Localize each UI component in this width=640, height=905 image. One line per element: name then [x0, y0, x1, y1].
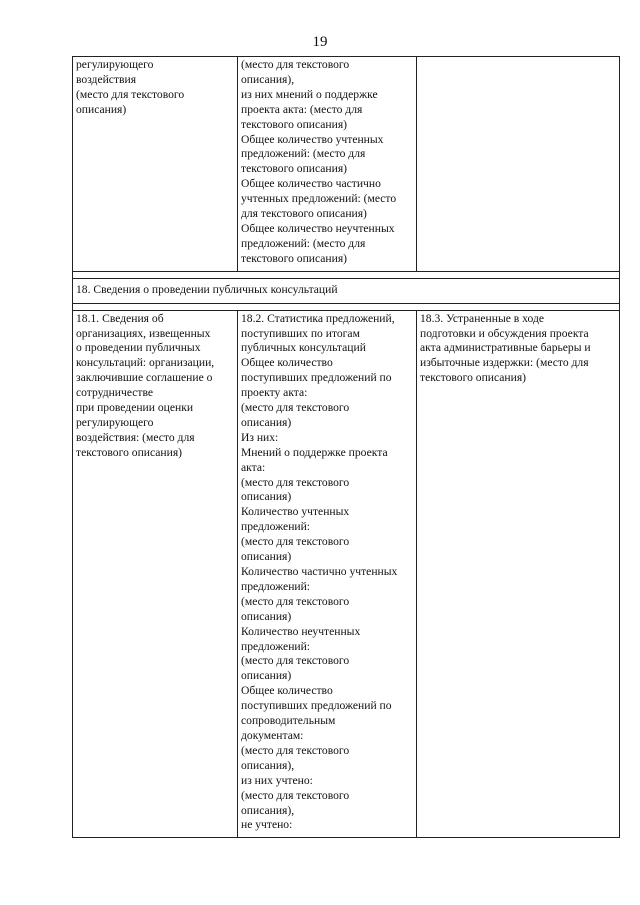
text-line: из них мнений о поддержке — [241, 87, 378, 101]
text-line: (место для текстового — [241, 475, 350, 489]
cell-18-2 — [238, 311, 417, 838]
text-line: избыточные издержки: (место для — [420, 356, 589, 370]
text-line: (место для текстового — [241, 788, 350, 802]
text-line: поступивших по итогам — [241, 326, 360, 340]
text-line: описания) — [241, 415, 292, 429]
text-line: подготовки и обсуждения проекта — [420, 326, 589, 340]
text-line: для текстового описания) — [241, 207, 367, 221]
text-line: публичных консультаций — [241, 341, 366, 355]
text-line: проекту акта: — [241, 386, 308, 400]
text-line: Общее количество неучтенных — [241, 221, 395, 235]
text-line: предложений: (место для — [241, 236, 366, 250]
text-line: описания) — [241, 550, 292, 564]
text-line: описания), — [241, 803, 295, 817]
table-row-top — [72, 56, 620, 271]
top-cell-2 — [238, 57, 417, 271]
text-line: сотрудничестве — [76, 386, 154, 400]
text-line: Количество учтенных — [241, 505, 350, 519]
section-18-header-row — [72, 278, 620, 303]
text-line: (место для текстового — [76, 87, 185, 101]
text-line: (место для текстового — [241, 743, 350, 757]
table-row-bottom — [72, 310, 620, 839]
text-line: описания) — [241, 490, 292, 504]
text-line: Общее количество учтенных — [241, 132, 384, 146]
text-line: Общее количество — [241, 356, 333, 370]
text-line: Общее количество частично — [241, 177, 381, 191]
top-cell-3 — [417, 57, 619, 271]
text-line: текстового описания) — [241, 162, 348, 176]
text-line: (место для текстового — [241, 594, 350, 608]
text-line: текстового описания) — [241, 251, 348, 265]
text-line: при проведении оценки — [76, 401, 194, 415]
text-line: консультаций: организации, — [76, 356, 215, 370]
text-line: текстового описания) — [241, 117, 348, 131]
text-line: описания), — [241, 758, 295, 772]
text-line: описания) — [76, 102, 127, 116]
text-line: поступивших предложений по — [241, 371, 392, 385]
text-line: акта административные барьеры и — [420, 341, 591, 355]
text-line: документам: — [241, 728, 304, 742]
cell-18-1 — [73, 311, 238, 838]
text-line: воздействия — [76, 72, 137, 86]
text-line: 18.2. Статистика предложений, — [241, 311, 395, 325]
text-line: (место для текстового — [241, 654, 350, 668]
document-table — [72, 56, 620, 838]
page-number: 19 — [312, 34, 328, 50]
text-line: описания) — [241, 609, 292, 623]
text-line: предложений: — [241, 639, 311, 653]
text-line: Количество неучтенных — [241, 624, 361, 638]
top-cell-1 — [73, 57, 238, 271]
text-line: (место для текстового — [241, 535, 350, 549]
text-line: текстового описания) — [420, 371, 527, 385]
text-line: текстового описания) — [76, 445, 183, 459]
text-line: (место для текстового — [241, 58, 350, 71]
text-line: регулирующего — [76, 58, 154, 71]
text-line: 18.3. Устраненные в ходе — [420, 311, 545, 325]
text-line: (место для текстового — [241, 401, 350, 415]
text-line: акта: — [241, 460, 266, 474]
text-line: воздействия: (место для — [76, 430, 195, 444]
text-line: регулирующего — [76, 415, 154, 429]
row-spacer — [72, 303, 620, 310]
text-line: предложений: — [241, 579, 311, 593]
text-line: описания) — [241, 669, 292, 683]
text-line: о проведении публичных — [76, 341, 201, 355]
text-line: Количество частично учтенных — [241, 565, 398, 578]
row-spacer — [72, 271, 620, 278]
text-line: сопроводительным — [241, 714, 336, 728]
text-line: 18.1. Сведения об — [76, 311, 164, 325]
text-line: заключившие соглашение о — [76, 371, 213, 385]
text-line: описания), — [241, 72, 295, 86]
text-line: предложений: (место для — [241, 147, 366, 161]
text-line: Мнений о поддержке проекта — [241, 445, 388, 459]
section-18-title: 18. Сведения о проведении публичных консультаций — [76, 282, 338, 296]
text-line: организациях, извещенных — [76, 326, 211, 340]
text-line: предложений: — [241, 520, 311, 534]
cell-18-3 — [417, 311, 619, 838]
text-line: Из них: — [241, 430, 279, 444]
text-line: Общее количество — [241, 684, 333, 698]
text-line: не учтено: — [241, 818, 293, 832]
text-line: проекта акта: (место для — [241, 102, 363, 116]
text-line: поступивших предложений по — [241, 699, 392, 713]
text-line: из них учтено: — [241, 773, 313, 787]
text-line: учтенных предложений: (место — [241, 192, 397, 206]
